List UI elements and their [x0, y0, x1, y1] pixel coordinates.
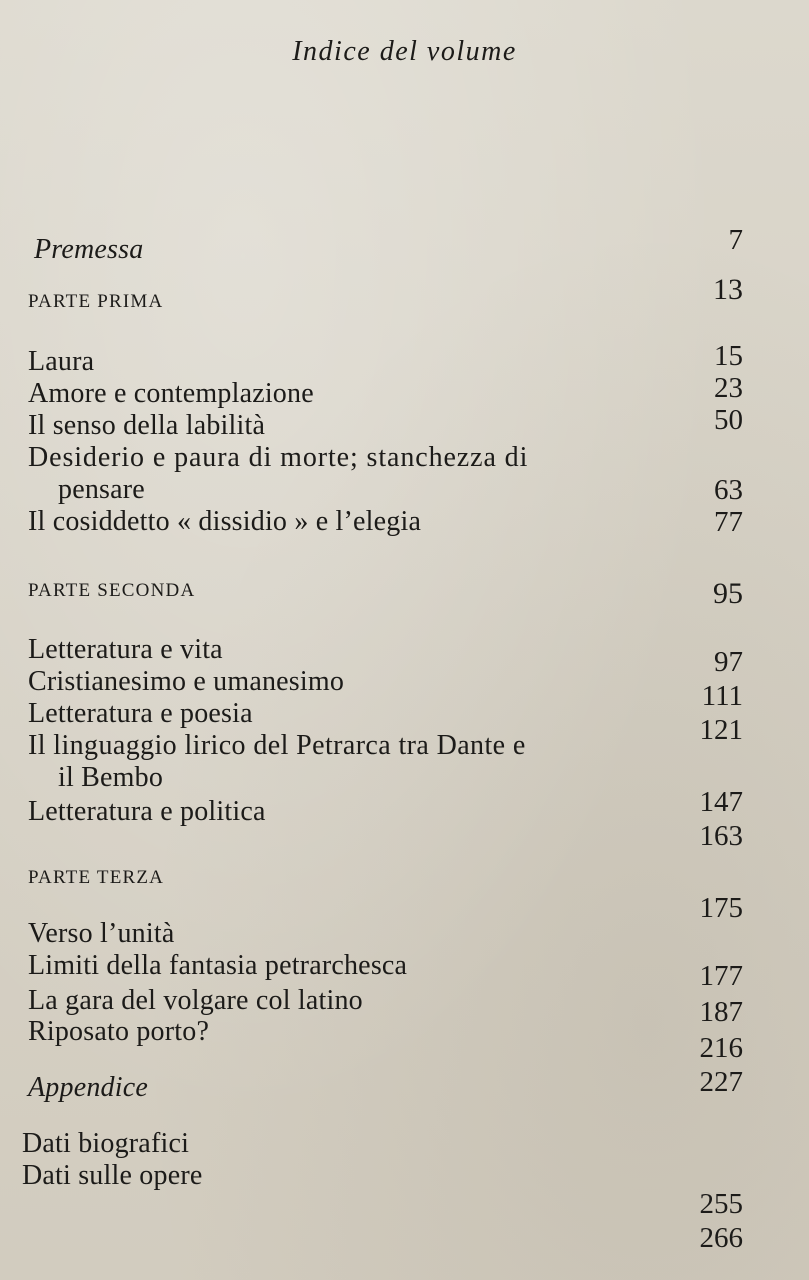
toc-entry: La gara del volgare col latino — [28, 985, 363, 1016]
toc-entry: Il senso della labilità — [28, 410, 266, 441]
page-number: 77 — [714, 506, 743, 538]
page-number: 163 — [699, 820, 743, 852]
toc-entry: Il linguaggio lirico del Petrarca tra Dante e — [28, 730, 526, 761]
page-number: 111 — [701, 680, 743, 712]
page-number: 175 — [699, 892, 743, 924]
toc-entry-continuation: il Bembo — [58, 762, 164, 793]
page-number: 23 — [714, 372, 743, 404]
page-number: 7 — [728, 224, 743, 256]
page-number: 266 — [699, 1222, 743, 1254]
toc-entry: Amore e contemplazione — [28, 378, 314, 409]
toc-entry: Riposato porto? — [28, 1016, 210, 1047]
page-number: 95 — [713, 577, 743, 610]
toc-entry-appendice: Appendice — [28, 1072, 148, 1103]
page-number: 50 — [714, 404, 743, 436]
toc-entry: Verso l’unità — [28, 918, 175, 949]
page-number: 121 — [699, 714, 743, 746]
page-number: 227 — [699, 1066, 743, 1098]
toc-entry: Laura — [28, 346, 95, 377]
toc-part-heading: PARTE SECONDA — [28, 580, 196, 601]
toc-entry: Il cosiddetto « dissidio » e l’elegia — [28, 506, 422, 537]
page-number: 187 — [699, 996, 743, 1028]
page-number: 97 — [714, 646, 743, 678]
toc-entry-continuation: pensare — [58, 474, 145, 505]
toc-entry: Cristianesimo e umanesimo — [28, 666, 345, 697]
toc-entry: Letteratura e vita — [28, 634, 223, 665]
page-number: 13 — [713, 273, 743, 306]
page-title: Indice del volume — [292, 36, 517, 67]
toc-part-heading: PARTE TERZA — [28, 867, 165, 888]
page-number: 63 — [714, 474, 743, 506]
toc-entry: Letteratura e politica — [28, 796, 266, 827]
toc-entry: Letteratura e poesia — [28, 698, 253, 729]
page-number: 15 — [714, 340, 743, 372]
page-number: 177 — [699, 960, 743, 992]
toc-entry-premessa: Premessa — [34, 234, 144, 265]
toc-entry: Limiti della fantasia petrarchesca — [28, 950, 408, 981]
toc-part-heading: PARTE PRIMA — [28, 291, 164, 312]
page-number: 147 — [699, 786, 743, 818]
toc-entry: Dati biografici — [22, 1128, 190, 1159]
page-number: 216 — [699, 1032, 743, 1064]
page-number: 255 — [699, 1188, 743, 1220]
toc-entry: Desiderio e paura di morte; stanchezza di — [28, 442, 529, 473]
toc-entry: Dati sulle opere — [22, 1160, 203, 1191]
